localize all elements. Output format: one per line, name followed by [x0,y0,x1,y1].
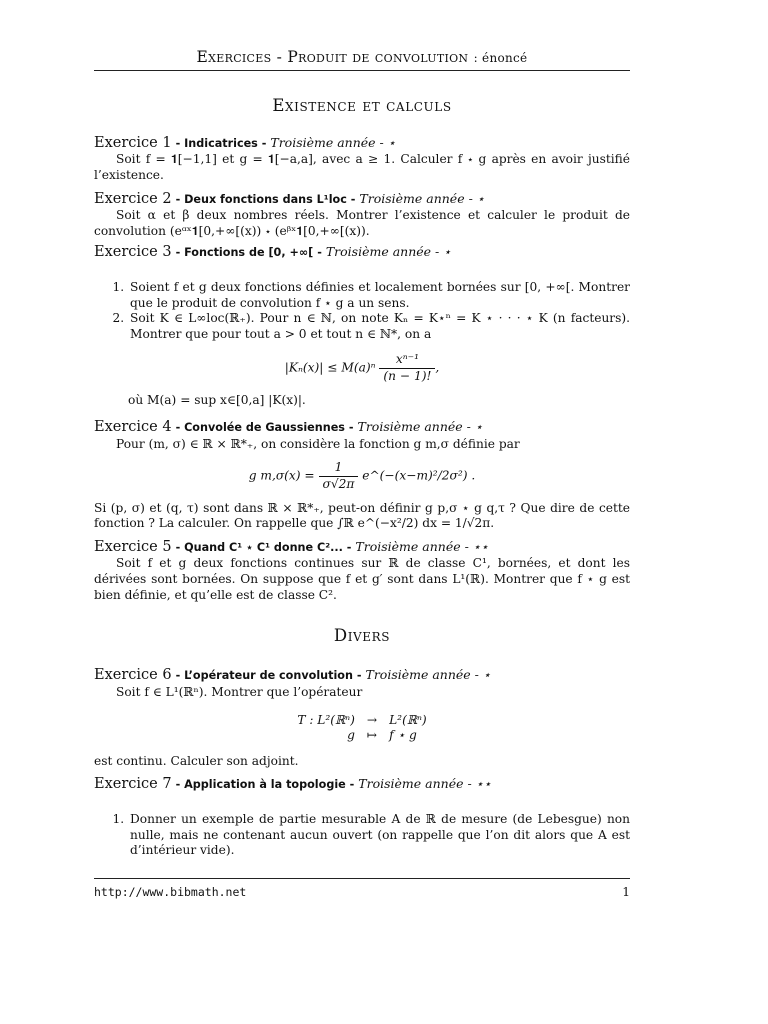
exercise-4-formula [94,460,630,492]
exercise-3-formula-denominator: (n − 1)! [383,369,432,384]
exercise-7-title: - Application à la topologie - [175,778,355,792]
exercise-4-intro: Pour (m, σ) ∈ ℝ × ℝ*₊, on considère la fonction g m,σ définie par [116,436,520,451]
exercise-3-formula-numerator: xⁿ⁻¹ [379,352,435,369]
exercise-4-formula-fraction [319,460,359,492]
exercise-4-formula-left: g m,σ(x) = [248,469,315,484]
exercise-6-level: Troisième année - ⋆ [365,667,491,683]
exercise-3-formula-fraction [379,352,435,384]
exercise-3-question-1: 1. Soient f et g deux fonctions définies et localement bornées sur [0, +∞[. Montrer que le produit de convolution f ⋆ g a un sens. [128,280,630,311]
exercise-3-formula-left: |Kₙ(x)| ≤ M(a)ⁿ [284,361,376,376]
exercise-3-heading [94,243,630,262]
exercise-4-title: - Convolée de Gaussiennes - [175,421,354,435]
exercise-5-level: Troisième année - ⋆⋆ [355,538,489,554]
exercise-3-formula-end: , [435,361,440,376]
exercise-6-heading [94,666,630,685]
exercise-3 [94,243,630,408]
exercise-3-questions [94,280,630,342]
exercise-2-level: Troisième année - ⋆ [359,190,485,206]
exercise-6-operator-row-2 [291,728,432,744]
operator-mapsto: ↦ [366,728,378,743]
exercise-3-formula [94,352,630,384]
exercise-5-heading [94,538,630,557]
operator-codomain: L²(ℝⁿ) [389,712,427,727]
exercise-6 [94,666,630,769]
exercise-5-number: Exercice 5 [94,538,172,555]
exercise-2-title: - Deux fonctions dans L¹loc - [175,192,356,206]
exercise-4-formula-denominator: σ√2π [322,477,355,492]
operator-image: f ⋆ g [389,728,417,743]
exercise-2-heading [94,190,630,209]
exercise-7-number: Exercice 7 [94,776,172,793]
header-rule [94,70,630,71]
exercise-6-number: Exercice 6 [94,667,172,684]
exercise-5 [94,538,630,603]
exercise-1-heading [94,134,630,153]
footer-row [94,879,630,901]
section-title-existence: Existence et calculs [272,95,452,115]
header-title: Exercices - Produit de convolution [196,48,469,66]
footer-url-link[interactable]: http://www.bibmath.net [94,885,247,899]
exercise-1-level: Troisième année - ⋆ [270,134,396,150]
exercise-3-number: Exercice 3 [94,244,172,261]
exercise-7-question-1: 1. Donner un exemple de partie mesurable A de ℝ de mesure (de Lebesgue) non nulle, mais ne contenant aucun ouvert (on rappelle que l’on dit alors que A est d’intérieur vide). [128,812,630,859]
exercise-6-title: - L’opérateur de convolution - [175,669,362,683]
exercise-4 [94,418,630,532]
exercise-6-operator-row-1 [291,713,432,729]
exercise-6-question: est continu. Calculer son adjoint. [94,753,299,768]
page-number: 1 [622,885,630,899]
document-page [94,48,630,859]
exercise-7-questions [94,812,630,859]
exercise-1-statement: Soit f = 𝟏[−1,1] et g = 𝟏[−a,a], avec a ≥ 1. Calculer f ⋆ g après en avoir justifié l’existence. [94,152,630,183]
header-subtitle: : énoncé [473,51,528,65]
exercise-4-heading [94,418,630,437]
exercise-7-level: Troisième année - ⋆⋆ [358,776,492,792]
exercise-2 [94,190,630,240]
exercise-6-intro: Soit f ∈ L¹(ℝⁿ). Montrer que l’opérateur [116,684,363,699]
exercise-3-level: Troisième année - ⋆ [325,244,452,260]
exercise-7 [94,775,630,858]
exercise-4-level: Troisième année - ⋆ [357,419,483,435]
exercise-2-number: Exercice 2 [94,190,172,207]
exercise-3-question-2: 2. Soit K ∈ L∞loc(ℝ₊). Pour n ∈ ℕ, on note Kₙ = K⋆ⁿ = K ⋆ · · · ⋆ K (n facteurs). Montrer que pour tout a > 0 et tout n ∈ ℕ*, on a [128,311,630,342]
exercise-4-formula-right: e^(−(x−m)²/2σ²) . [362,469,476,484]
exercise-6-operator [291,713,432,744]
exercise-1-number: Exercice 1 [94,134,172,151]
exercise-4-formula-numerator: 1 [319,460,359,477]
exercise-3-title: - Fonctions de [0, +∞[ - [175,246,322,260]
operator-arrow: → [366,712,378,727]
exercise-3-note: où M(a) = sup x∈[0,a] |K(x)|. [128,392,306,407]
exercise-4-question: Si (p, σ) et (q, τ) sont dans ℝ × ℝ*₊, peut-on définir g p,σ ⋆ g q,τ ? Que dire de cette fonction ? La calculer. On rappelle que ∫ℝ e^(−x²/2) dx = 1/√2π. [94,500,630,531]
page-footer [94,878,630,901]
operator-variable: g [347,728,355,743]
exercise-5-statement: Soit f et g deux fonctions continues sur ℝ de classe C¹, bornées, et dont les dérivées sont bornées. On suppose que f et g′ sont dans L¹(ℝ). Montrer que f ⋆ g est bien définie, et qu’elle est de classe C². [94,556,630,602]
section-title-divers: Divers [333,626,391,646]
exercise-7-heading [94,775,630,794]
operator-domain: T : L²(ℝⁿ) [297,712,355,727]
exercise-5-title: - Quand C¹ ⋆ C¹ donne C²... - [175,540,352,554]
exercise-1 [94,134,630,184]
exercise-4-number: Exercice 4 [94,419,172,436]
page-header [94,48,630,70]
exercise-2-statement: Soit α et β deux nombres réels. Montrer l’existence et calculer le produit de convolution (eᵅˣ𝟏[0,+∞[(x)) ⋆ (eᵝˣ𝟏[0,+∞[(x)). [94,208,630,238]
exercise-1-title: - Indicatrices - [175,136,267,150]
